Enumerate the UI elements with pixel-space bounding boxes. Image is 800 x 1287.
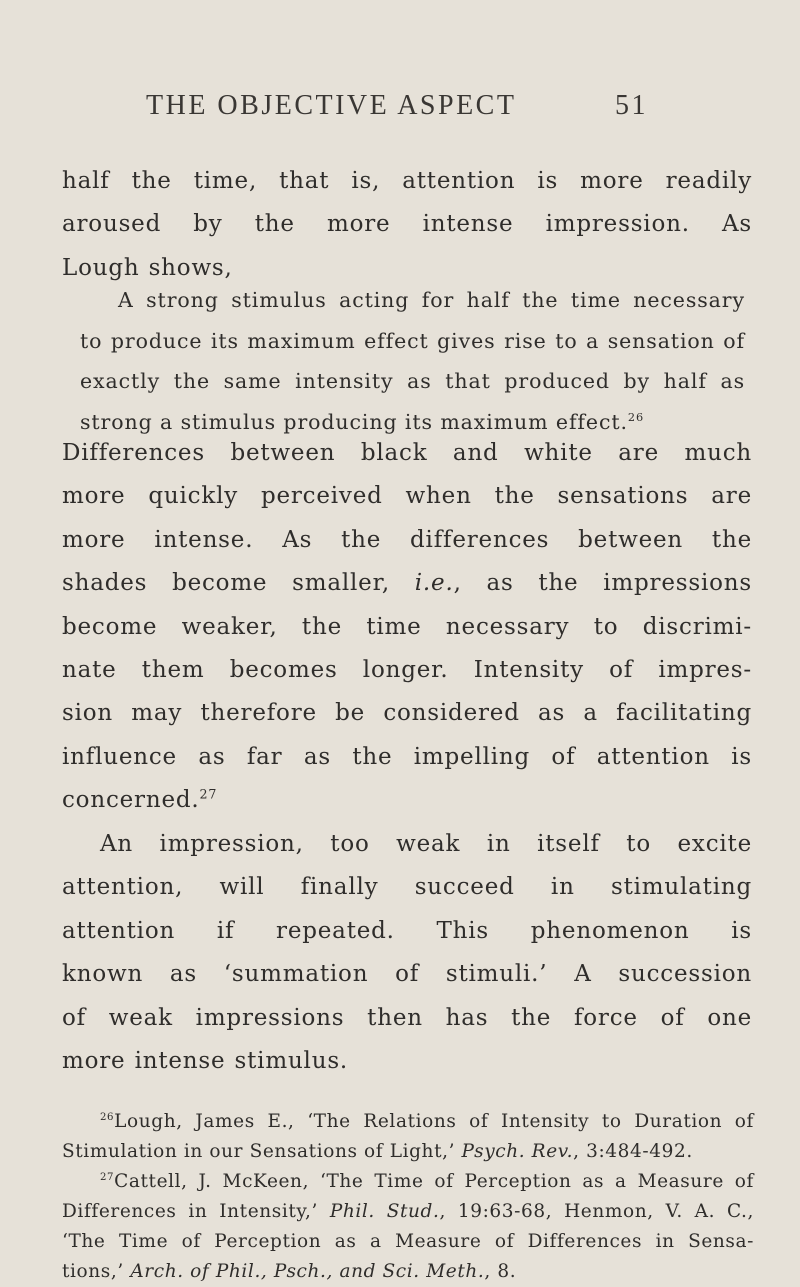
paragraph-1 — [62, 160, 752, 290]
footnote-26-cont — [62, 1137, 754, 1167]
text-line: more quickly perceived when the sensations are — [62, 483, 752, 510]
footnote-26 — [62, 1107, 754, 1137]
footnote-text: , 19:63-68, Henmon, V. A. C., — [439, 1201, 754, 1222]
footnote-27-cont — [62, 1257, 754, 1287]
quote-line-text: strong a stimulus producing its maximum effect. — [80, 409, 628, 434]
running-head — [146, 90, 646, 130]
text-segment: , as the impressions — [453, 570, 752, 597]
footnotes — [62, 1107, 754, 1287]
text-line: more intense stimulus. — [62, 1047, 349, 1074]
footnote-mark: 26 — [100, 1111, 115, 1123]
footnote-text: Differences in Intensity,’ — [62, 1201, 330, 1222]
journal-title: Arch. of Phil., Psch., and Sci. Meth. — [130, 1261, 485, 1282]
footnote-ref-27: 27 — [199, 786, 218, 802]
text-line: half the time, that is, attention is more readily — [62, 168, 752, 194]
quote-line: exactly the same intensity as that produced by half as — [80, 369, 745, 393]
text-line: Differences between black and white are much — [62, 440, 752, 466]
paragraph-2 — [62, 432, 752, 823]
footnote-27 — [62, 1167, 754, 1197]
text-segment: concerned. — [62, 787, 200, 814]
footnote-text: Lough, James E., ‘The Relations of Intensity to Duration of — [114, 1111, 754, 1132]
text-line-ie — [62, 562, 752, 605]
footnote-text: , 3:484-492. — [573, 1141, 693, 1162]
text-line: Lough shows, — [62, 254, 233, 281]
text-line: aroused by the more intense impression. As — [62, 211, 752, 238]
footnote-text: Cattell, J. McKeen, ‘The Time of Perception as a Measure of — [114, 1171, 754, 1192]
text-line: sion may therefore be considered as a facilitating — [62, 700, 752, 727]
footnote-text: tions,’ — [62, 1261, 131, 1282]
footnote-text: , 8. — [484, 1261, 517, 1282]
block-quote — [80, 280, 745, 442]
text-line: attention if repeated. This phenomenon is — [62, 917, 752, 944]
footnote-27-cont: ‘The Time of Perception as a Measure of Differences in Sensa- — [62, 1231, 754, 1252]
running-head-title: THE OBJECTIVE ASPECT — [146, 90, 517, 121]
journal-title: Phil. Stud. — [329, 1201, 440, 1222]
text-line: attention, will finally succeed in stimulating — [62, 874, 752, 901]
page-number: 51 — [615, 90, 648, 121]
paragraph-3 — [62, 823, 752, 1083]
text-line: influence as far as the impelling of attention is — [62, 743, 752, 770]
text-line: An impression, too weak in itself to excite — [100, 831, 752, 857]
footnote-27-cont — [62, 1197, 754, 1227]
footnote-mark: 27 — [100, 1171, 115, 1183]
text-line: of weak impressions then has the force of one — [62, 1004, 752, 1031]
quote-line: to produce its maximum effect gives rise to a sensation of — [80, 328, 745, 353]
footnote-text: Stimulation in our Sensations of Light,’ — [62, 1141, 462, 1162]
text-line-last — [62, 779, 752, 822]
journal-title: Psych. Rev. — [461, 1141, 574, 1162]
quote-line: A strong stimulus acting for half the time necessary — [118, 288, 745, 312]
abbreviation-ie: i.e. — [414, 570, 454, 597]
footnote-ref-26: 26 — [627, 410, 645, 424]
text-line: known as ‘summation of stimuli.’ A succession — [62, 961, 752, 988]
text-line: nate them becomes longer. Intensity of impres- — [62, 656, 752, 683]
text-line: become weaker, the time necessary to discrimi- — [62, 613, 752, 640]
text-line: more intense. As the differences between the — [62, 526, 752, 553]
text-segment: shades become smaller, — [62, 570, 415, 597]
